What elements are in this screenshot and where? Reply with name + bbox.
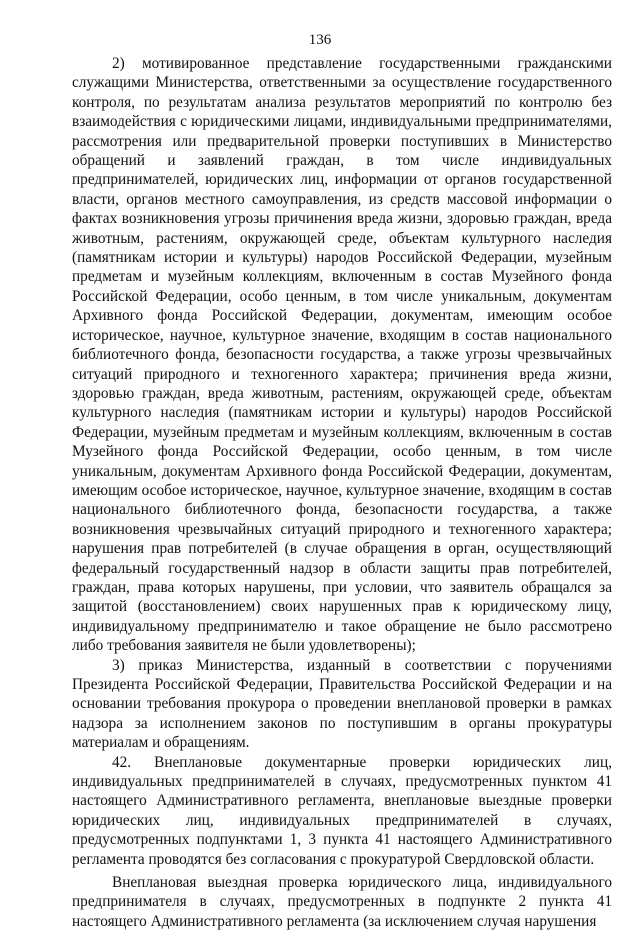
document-body xyxy=(72,54,612,931)
page-number: 136 xyxy=(308,32,332,48)
paragraph-unscheduled-inspection: Внеплановая выездная проверка юридического лица, индивидуального предпринимателя в случаях, предусмотренных в подпункте 2 пункта 41 настоящего Административного регламента (за исключением случая нарушения xyxy=(72,874,612,930)
paragraph-item-2: 2) мотивированное представление государственными гражданскими служащими Министерства, ответственными за осуществление государственного контроля, по результатам анализа результатов мероприятий по контролю без взаимодействия с юридическими лицами, индивидуальными предпринимателями, рассмотрения или предварительной проверки поступивших в Министерство обращений и заявлений граждан, в том числе индивидуальных предпринимателей, юридических лиц, информации от органов государственной власти, органов местного самоуправления, из средств массовой информации о фактах возникновения угрозы причинения вреда жизни, здоровью граждан, вреда животным, растениям, окружающей среде, объектам культурного наследия (памятникам истории и культуры) народов Российской Федерации, музейным предметам и музейным коллекциям, включенным в состав Музейного фонда Российской Федерации, особо ценным, в том числе уникальным, документам Архивного фонда Российской Федерации, документам, имеющим особое историческое, научное, культурное значение, входящим в состав национального библиотечного фонда, безопасности государства, а также угрозы чрезвычайных ситуаций природного и техногенного характера; причинения вреда жизни, здоровью граждан, вреда животным, растениям, окружающей среде, объектам культурного наследия (памятникам истории и культуры) народов Российской Федерации, музейным предметам и музейным коллекциям, включенным в состав Музейного фонда Российской Федерации, особо ценным, в том числе уникальным, документам Архивного фонда Российской Федерации, документам, имеющим особое историческое, научное, культурное значение, входящим в состав национального библиотечного фонда, безопасности государства, а также возникновения чрезвычайных ситуаций природного и техногенного характера; нарушения прав потребителей (в случае обращения в орган, осуществляющий федеральный государственный надзор в области защиты прав потребителей, граждан, права которых нарушены, при условии, что заявитель обращался за защитой (восстановлением) своих нарушенных прав к юридическому лицу, индивидуальному предпринимателю и такое обращение не было рассмотрено либо требования заявителя не были удовлетворены); xyxy=(72,55,612,655)
paragraph-clause-42: 42. Внеплановые документарные проверки юридических лиц, индивидуальных предпринимателей в случаях, предусмотренных пунктом 41 настоящего Административного регламента, внеплановые выездные проверки юридических лиц, индивидуальных предпринимателей в случаях, предусмотренных подпунктами 1, 3 пункта 41 настоящего Административного регламента проводятся без согласования с прокуратурой Свердловской области. xyxy=(72,753,612,868)
paragraph-item-3: 3) приказ Министерства, изданный в соответствии с поручениями Президента Российской Федерации, Правительства Российской Федерации и на основании требования прокурора о проведении внеплановой проверки в рамках надзора за исполнением законов по поступившим в органы прокуратуры материалам и обращениям. xyxy=(72,656,612,752)
